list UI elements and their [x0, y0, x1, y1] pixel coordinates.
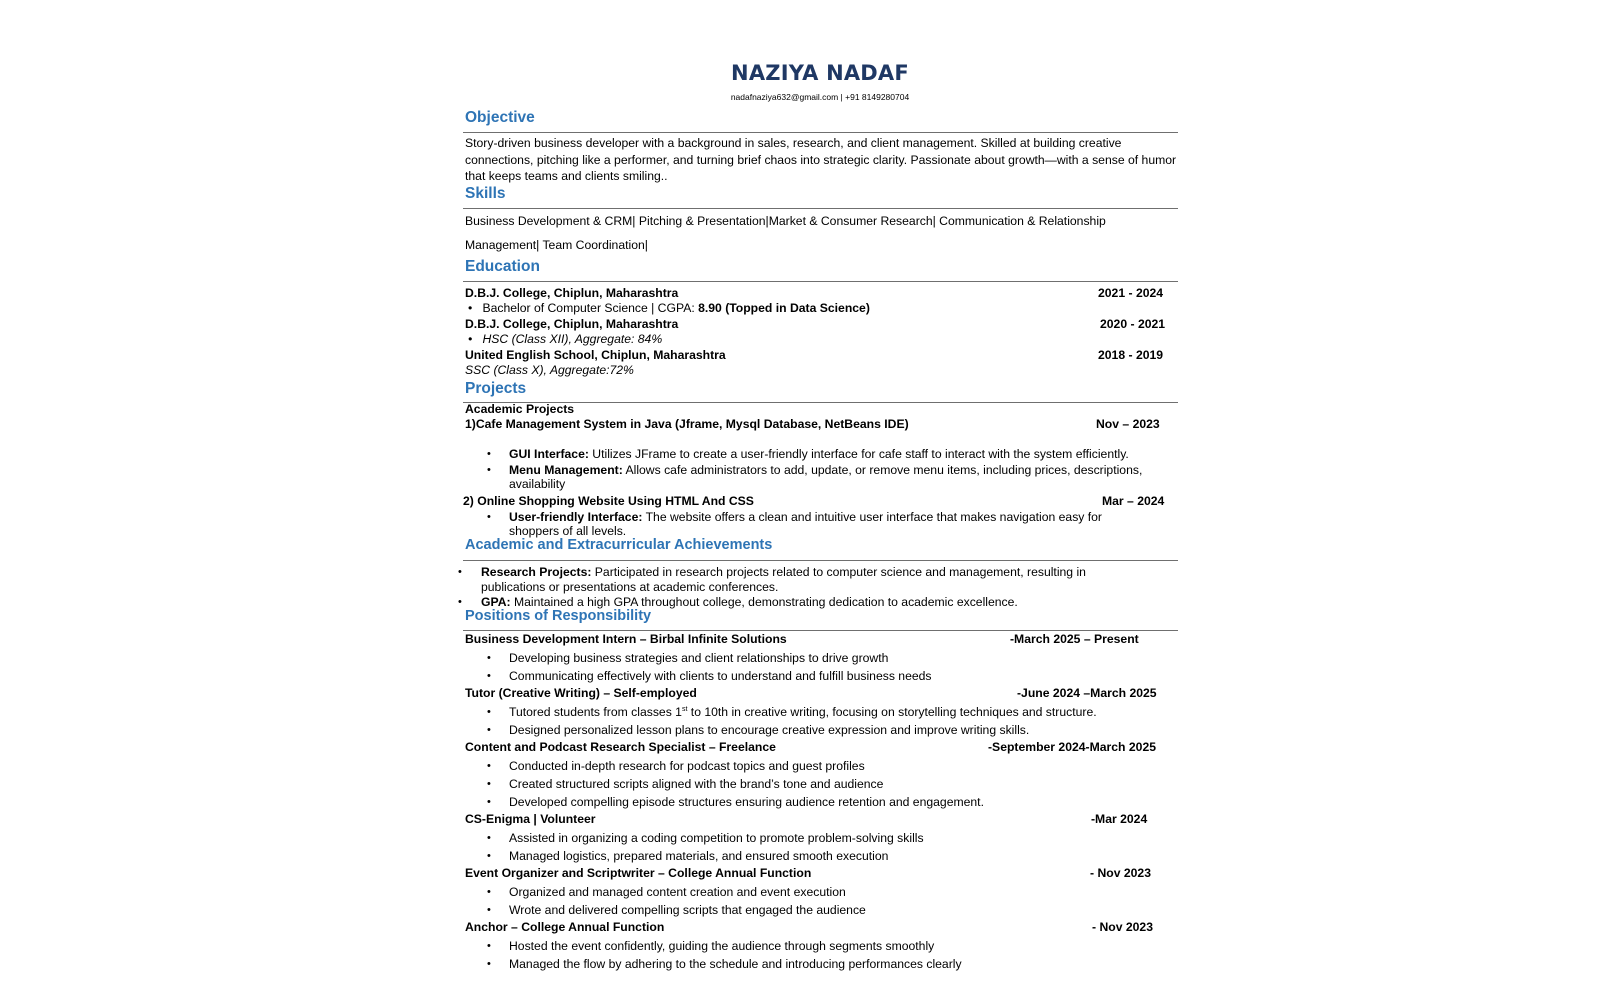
position-2-bullet-1-sup: st: [681, 705, 688, 713]
education-school-1: D.B.J. College, Chiplun, Maharashtra: [465, 286, 679, 300]
position-2-date: -June 2024 –March 2025: [1017, 686, 1157, 700]
list-bullet: •: [487, 886, 491, 898]
project-2-bullet-1-text: The website offers a clean and intuitive user interface that makes navigation easy for: [642, 510, 1102, 524]
position-6-bullet-2: Managed the flow by adhering to the schedule and introducing performances clearly: [509, 957, 962, 971]
list-bullet: •: [487, 940, 491, 952]
bullet-glyph: •: [468, 332, 473, 346]
position-4-bullet-2: Managed logistics, prepared materials, and ensured smooth execution: [509, 849, 889, 863]
projects-subheading: Academic Projects: [465, 402, 575, 416]
objective-text: Story-driven business developer with a background in sales, research, and client management. Skilled at building creative connections, pitching like a performer, and turning brief chaos into strategic clarity. Passionate about growth—with a sense of humor that keeps teams and clients smiling..: [465, 136, 1177, 183]
position-4-title: CS-Enigma | Volunteer: [465, 812, 596, 826]
achievement-2-text: Maintained a high GPA throughout college, demonstrating dedication to academic excellence.: [510, 595, 1018, 609]
position-5-title: Event Organizer and Scriptwriter – College Annual Function: [465, 866, 812, 880]
contact-line: nadafnaziya632@gmail.com | +91 8149280704: [730, 92, 910, 102]
position-6-bullet-1: Hosted the event confidently, guiding the audience through segments smoothly: [509, 939, 935, 953]
education-detail-2: [468, 332, 662, 347]
education-detail-1: [468, 301, 870, 316]
bullet-glyph: •: [468, 301, 473, 315]
position-3-date: -September 2024-March 2025: [988, 740, 1157, 754]
education-detail-1-highlight: 8.90 (Topped in Data Science): [698, 301, 870, 315]
skills-line-2: Management| Team Coordination|: [465, 238, 648, 252]
project-1-bullet-1: [509, 447, 1129, 462]
position-2-bullet-1-b: to 10th in creative writing, focusing on storytelling techniques and structure.: [687, 705, 1097, 719]
achievements-divider: [463, 560, 1178, 561]
skills-heading: Skills: [465, 185, 506, 202]
list-bullet: •: [458, 566, 462, 578]
project-2-title-text: Online Shopping Website Using HTML And CSS: [473, 494, 754, 508]
education-heading: Education: [465, 258, 540, 275]
project-1-bullet-1-text: Utilizes JFrame to create a user-friendly interface for cafe staff to interact with the system efficiently.: [588, 447, 1129, 461]
project-1-bullet-2-text: Allows cafe administrators to add, update, or remove menu items, including prices, descriptions,: [622, 463, 1143, 477]
project-2-bullet-1: [509, 510, 1102, 525]
education-detail-1-text: Bachelor of Computer Science | CGPA:: [482, 301, 699, 315]
position-1-date: -March 2025 – Present: [1010, 632, 1139, 646]
project-2-bullet-1-cont: shoppers of all levels.: [509, 524, 627, 538]
objective-heading: Objective: [465, 109, 535, 126]
position-2-bullet-2: Designed personalized lesson plans to encourage creative expression and improve writing skills.: [509, 723, 1030, 737]
list-bullet: •: [487, 904, 491, 916]
skills-line-1: Business Development & CRM| Pitching & Presentation|Market & Consumer Research| Communication & Relationship: [465, 214, 1106, 228]
position-5-bullet-1: Organized and managed content creation and event execution: [509, 885, 846, 899]
achievement-1-text: Participated in research projects related to computer science and management, resulting in: [591, 565, 1086, 579]
education-dates-2: 2020 - 2021: [1100, 317, 1166, 331]
position-4-date: -Mar 2024: [1091, 812, 1148, 826]
education-school-3: United English School, Chiplun, Maharashtra: [465, 348, 726, 362]
position-3-bullet-2: Created structured scripts aligned with the brand’s tone and audience: [509, 777, 884, 791]
achievement-1-label: Research Projects:: [481, 565, 592, 579]
list-bullet: •: [487, 778, 491, 790]
project-1-bullet-1-label: GUI Interface:: [509, 447, 589, 461]
position-2-title: Tutor (Creative Writing) – Self-employed: [465, 686, 697, 700]
position-5-date: - Nov 2023: [1090, 866, 1151, 880]
positions-divider: [463, 630, 1178, 631]
skills-divider: [463, 208, 1178, 209]
achievement-1: [481, 565, 1086, 580]
position-6-title: Anchor – College Annual Function: [465, 920, 665, 934]
education-detail-3: SSC (Class X), Aggregate:72%: [465, 363, 634, 377]
list-bullet: •: [487, 850, 491, 862]
objective-divider: [463, 132, 1178, 133]
education-divider: [463, 281, 1178, 282]
position-1-bullet-2: Communicating effectively with clients to understand and fulfill business needs: [509, 669, 932, 683]
project-2-bullet-1-label: User-friendly Interface:: [509, 510, 643, 524]
list-bullet: •: [487, 448, 491, 460]
project-2-title: [463, 494, 754, 509]
list-bullet: •: [487, 796, 491, 808]
education-school-2: D.B.J. College, Chiplun, Maharashtra: [465, 317, 679, 331]
position-2-bullet-1-a: Tutored students from classes 1: [509, 705, 682, 719]
positions-heading: Positions of Responsibility: [465, 608, 652, 624]
achievement-2-label: GPA:: [481, 595, 511, 609]
candidate-name: NAZIYA NADAF: [731, 61, 909, 85]
list-bullet: •: [487, 958, 491, 970]
project-2-number: 2): [463, 494, 474, 508]
projects-heading: Projects: [465, 380, 527, 397]
project-1-bullet-2-label: Menu Management:: [509, 463, 623, 477]
position-4-bullet-1: Assisted in organizing a coding competition to promote problem-solving skills: [509, 831, 924, 845]
position-3-bullet-1: Conducted in-depth research for podcast topics and guest profiles: [509, 759, 865, 773]
project-1-bullet-2: [509, 463, 1142, 478]
position-5-bullet-2: Wrote and delivered compelling scripts that engaged the audience: [509, 903, 866, 917]
position-2-bullet-1: [509, 705, 1097, 720]
list-bullet: •: [487, 464, 491, 476]
list-bullet: •: [487, 724, 491, 736]
list-bullet: •: [458, 596, 462, 608]
position-1-title: Business Development Intern – Birbal Infinite Solutions: [465, 632, 787, 646]
position-1-bullet-1: Developing business strategies and client relationships to drive growth: [509, 651, 889, 665]
list-bullet: •: [487, 706, 491, 718]
position-6-date: - Nov 2023: [1092, 920, 1153, 934]
education-dates-3: 2018 - 2019: [1098, 348, 1164, 362]
position-3-title: Content and Podcast Research Specialist – Freelance: [465, 740, 776, 754]
list-bullet: •: [487, 832, 491, 844]
project-1-date: Nov – 2023: [1096, 417, 1160, 431]
list-bullet: •: [487, 670, 491, 682]
education-detail-2-text: HSC (Class XII), Aggregate: 84%: [482, 332, 663, 346]
achievements-heading: Academic and Extracurricular Achievements: [465, 537, 773, 553]
list-bullet: •: [487, 652, 491, 664]
list-bullet: •: [487, 511, 491, 523]
project-1-bullet-2-cont: availability: [509, 477, 566, 491]
position-3-bullet-3: Developed compelling episode structures ensuring audience retention and engagement.: [509, 795, 984, 809]
project-2-date: Mar – 2024: [1102, 494, 1165, 508]
project-1-title: 1)Cafe Management System in Java (Jframe, Mysql Database, NetBeans IDE): [465, 417, 909, 431]
education-dates-1: 2021 - 2024: [1098, 286, 1164, 300]
list-bullet: •: [487, 760, 491, 772]
achievement-1-cont: publications or presentations at academic conferences.: [481, 580, 779, 594]
